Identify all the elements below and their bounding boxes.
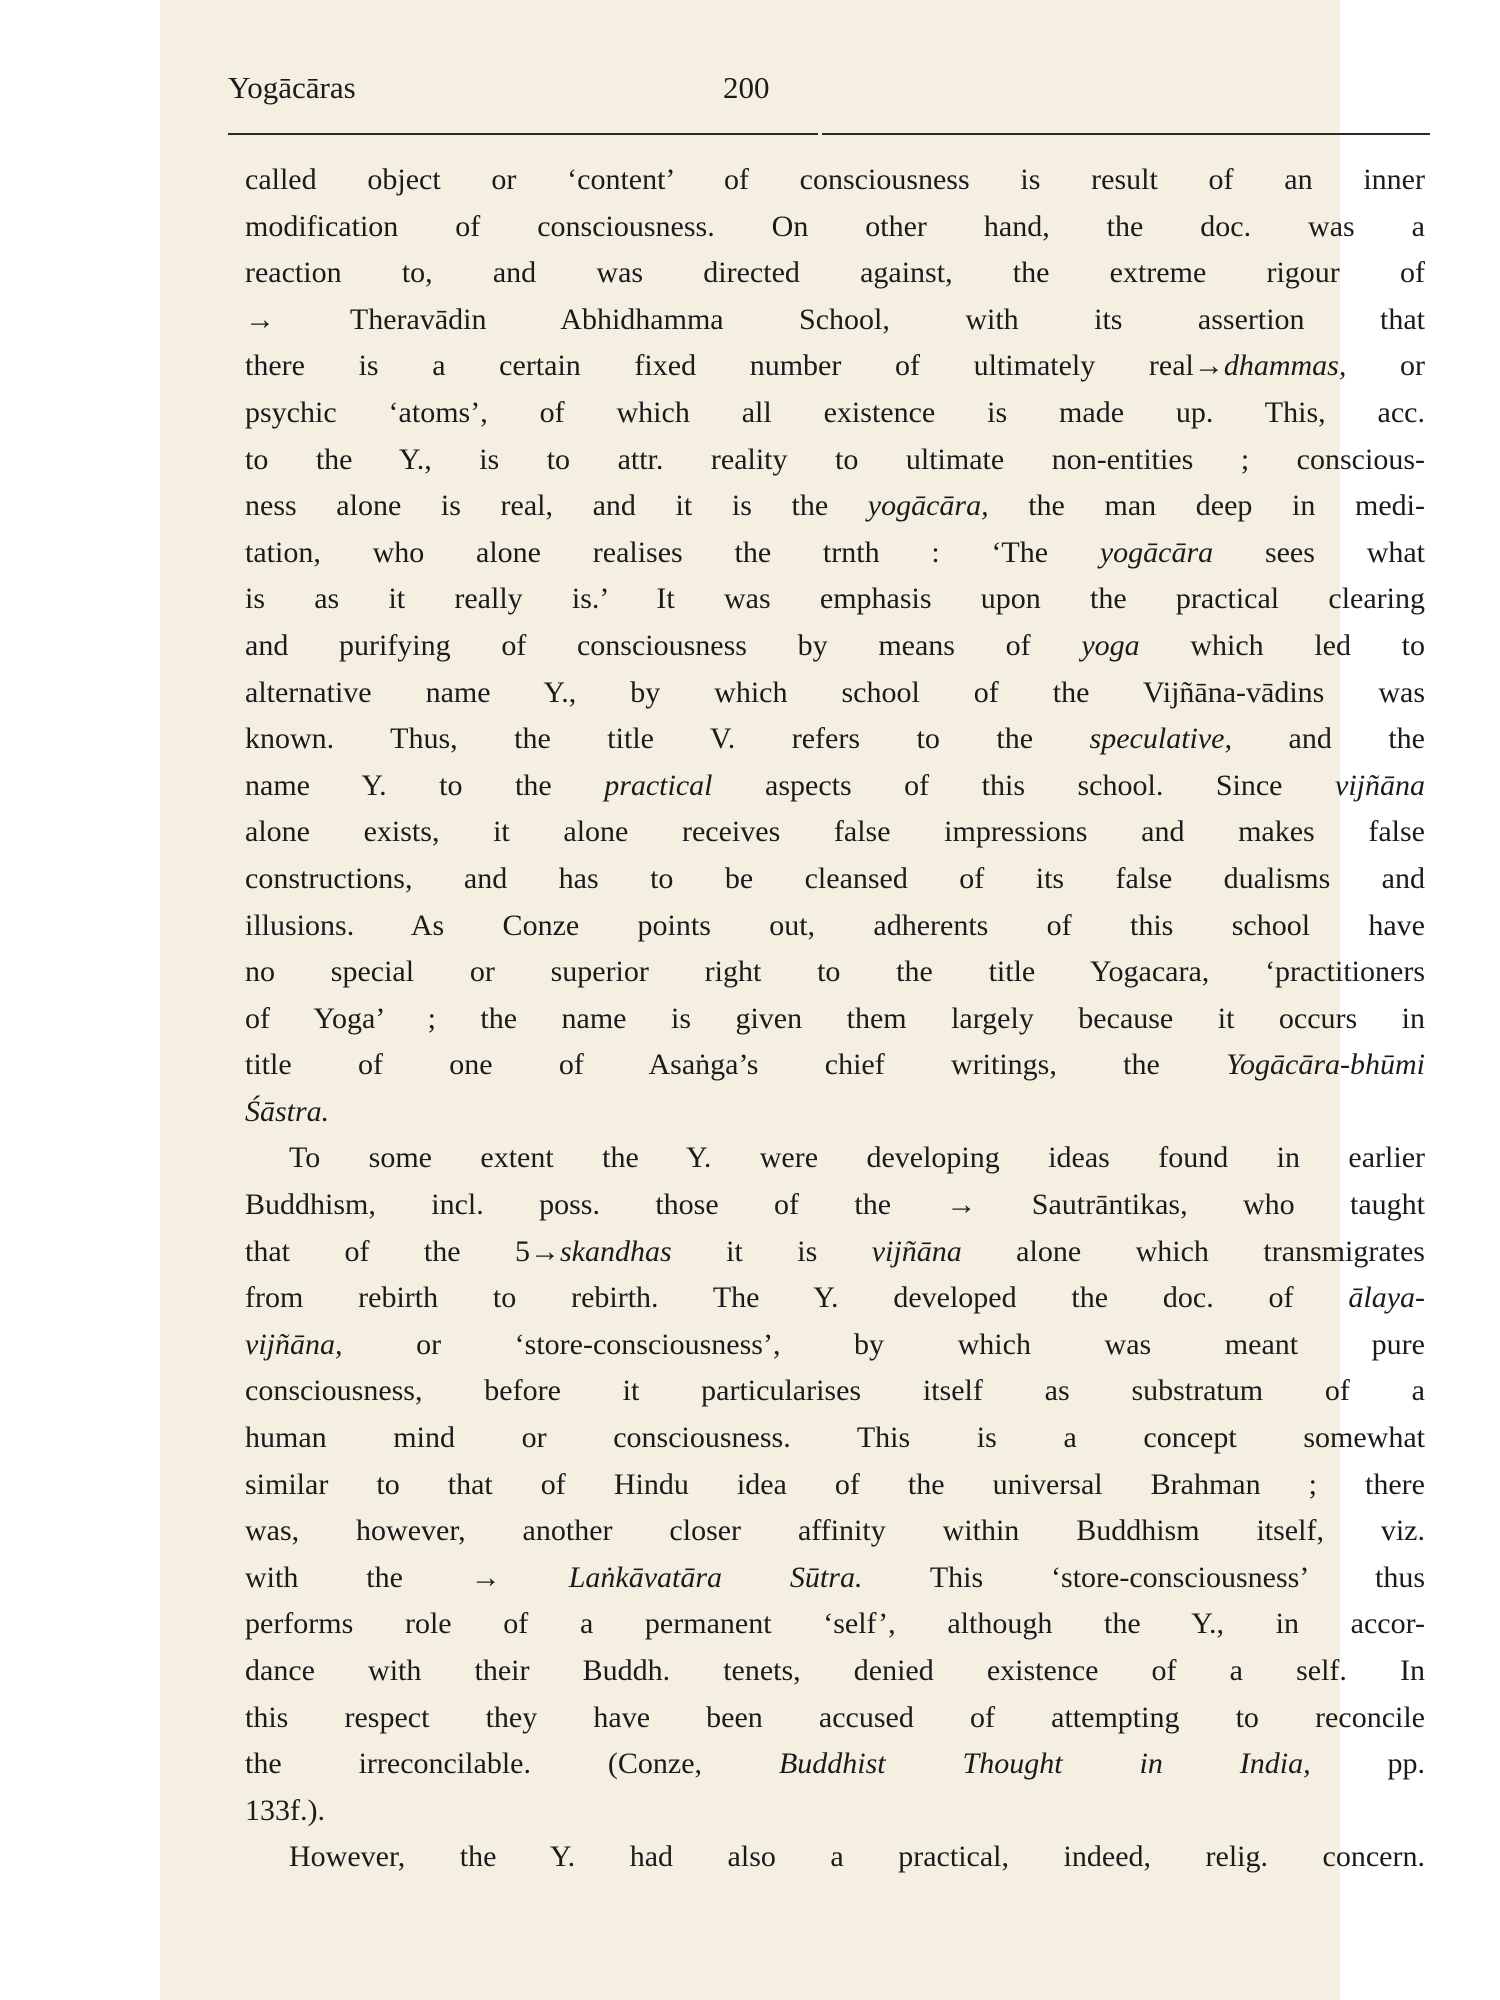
text-run: name Y. to the [245,768,605,802]
text-run: the man deep in medi- [988,489,1425,523]
italic-term: yoga [1081,628,1140,662]
text-run: pp. [1310,1747,1425,1781]
italic-term: Yogācāra-bhūmi [1226,1048,1425,1082]
text-line [245,1741,1425,1788]
text-run: known. Thus, the title V. refers to the [245,722,1090,756]
text-run: or [1346,349,1425,383]
text-run: sees what [1213,535,1426,569]
text-line [245,1788,1425,1835]
text-line [245,1695,1425,1742]
text-run: aspects of this school. Since [712,768,1335,802]
text-line [245,343,1425,390]
text-run: alone which transmigrates [961,1234,1425,1268]
text-run: modification of consciousness. On other hand, the doc. was a [245,209,1425,243]
text-line [245,157,1425,204]
text-line [245,1322,1425,1369]
text-line [245,390,1425,437]
text-run: or ‘store-consciousness’, by which was meant pure [342,1327,1425,1361]
italic-term: vijñāna, [245,1327,343,1361]
text-run: alternative name Y., by which school of the Vijñāna-vādins was [245,675,1425,709]
text-run: ness alone is real, and it is the [245,489,868,523]
text-line [245,437,1425,484]
italic-term: dhammas, [1223,349,1347,383]
text-line [245,1135,1425,1182]
text-line [245,670,1425,717]
italic-term: yogācāra [1099,535,1214,569]
text-run: similar to that of Hindu idea of the universal Brahman ; there [245,1467,1425,1501]
text-run: and the [1232,722,1425,756]
text-run: tation, who alone realises the trnth : ‘The [245,535,1100,569]
text-run: from rebirth to rebirth. The Y. developed the doc. of [245,1281,1349,1315]
text-line [245,996,1425,1043]
text-line [245,763,1425,810]
italic-term: practical [604,768,713,802]
text-line [245,1648,1425,1695]
text-line [245,1508,1425,1555]
text-run: psychic ‘atoms’, of which all existence is made up. This, acc. [245,395,1425,429]
text-line [245,1182,1425,1229]
text-run: of Yoga’ ; the name is given them largely because it occurs in [245,1001,1425,1035]
text-run: To some extent the Y. were developing ideas found in earlier [289,1141,1425,1175]
text-line [245,1415,1425,1462]
text-run: → Theravādin Abhidhamma School, with its assertion that [245,302,1425,336]
text-line [245,856,1425,903]
text-line [245,1229,1425,1276]
italic-term: vijñāna [1335,768,1425,802]
text-line [245,809,1425,856]
text-run: there is a certain fixed number of ultimately real→ [245,349,1224,383]
italic-term: ālaya- [1348,1281,1425,1315]
text-line [245,949,1425,996]
text-line [245,1462,1425,1509]
text-line [245,1275,1425,1322]
text-run: 133f.). [245,1793,325,1827]
text-run: is as it really is.’ It was emphasis upon the practical clearing [245,582,1425,616]
text-line [245,1368,1425,1415]
text-line [245,716,1425,763]
text-line [245,623,1425,670]
text-run: with the → [245,1560,569,1594]
text-run: Buddhism, incl. poss. those of the → Sautrāntikas, who taught [245,1188,1425,1222]
text-run: title of one of Asaṅga’s chief writings, the [245,1048,1227,1082]
body-text [245,157,1425,1881]
running-title: Yogācāras [228,70,356,105]
book-page [160,0,1426,2000]
text-line [245,530,1425,577]
italic-term: Laṅkāvatāra Sūtra. [568,1560,863,1594]
text-run: that of the 5→ [245,1234,560,1268]
header-rule-left [228,133,818,135]
text-run: the irreconcilable. (Conze, [245,1747,779,1781]
page-header [228,70,1278,110]
text-run: no special or superior right to the title Yogacara, ‘practitioners [245,955,1425,989]
text-line [245,483,1425,530]
text-line [245,1555,1425,1602]
text-run: constructions, and has to be cleansed of its false dualisms and [245,861,1425,895]
text-run: alone exists, it alone receives false impressions and makes false [245,815,1425,849]
italic-term: skandhas [560,1234,672,1268]
text-line [245,903,1425,950]
italic-term: speculative, [1089,722,1232,756]
text-line [245,1834,1425,1881]
italic-term: vijñāna [871,1234,962,1268]
text-line [245,1042,1425,1089]
text-line [245,1089,1425,1136]
text-line [245,297,1425,344]
text-run: human mind or consciousness. This is a concept somewhat [245,1421,1425,1455]
text-run: was, however, another closer affinity within Buddhism itself, viz. [245,1514,1425,1548]
text-run: called object or ‘content’ of consciousness is result of an inner [245,163,1425,196]
text-run: which led to [1139,628,1425,662]
text-run: it is [671,1234,872,1268]
text-run: consciousness, before it particularises itself as substratum of a [245,1374,1425,1408]
page-number: 200 [723,70,770,105]
italic-term: Buddhist Thought in India, [778,1747,1311,1781]
italic-term: yogācāra, [867,489,989,523]
text-line [245,1601,1425,1648]
text-line [245,576,1425,623]
text-run: performs role of a permanent ‘self’, although the Y., in accor- [245,1607,1425,1641]
text-run: This ‘store-consciousness’ thus [862,1560,1426,1594]
text-run: dance with their Buddh. tenets, denied existence of a self. In [245,1654,1425,1687]
text-run: to the Y., is to attr. reality to ultimate non-entities ; conscious- [245,442,1425,476]
header-rule-right [822,133,1430,135]
italic-term: Śāstra. [245,1094,330,1128]
text-run: this respect they have been accused of attempting to reconcile [245,1700,1425,1734]
text-line [245,204,1425,251]
text-run: and purifying of consciousness by means of [245,628,1082,662]
text-run: reaction to, and was directed against, the extreme rigour of [245,256,1425,290]
text-run: illusions. As Conze points out, adherents of this school have [245,908,1425,942]
text-line [245,250,1425,297]
text-run: However, the Y. had also a practical, indeed, relig. concern. [289,1840,1425,1874]
